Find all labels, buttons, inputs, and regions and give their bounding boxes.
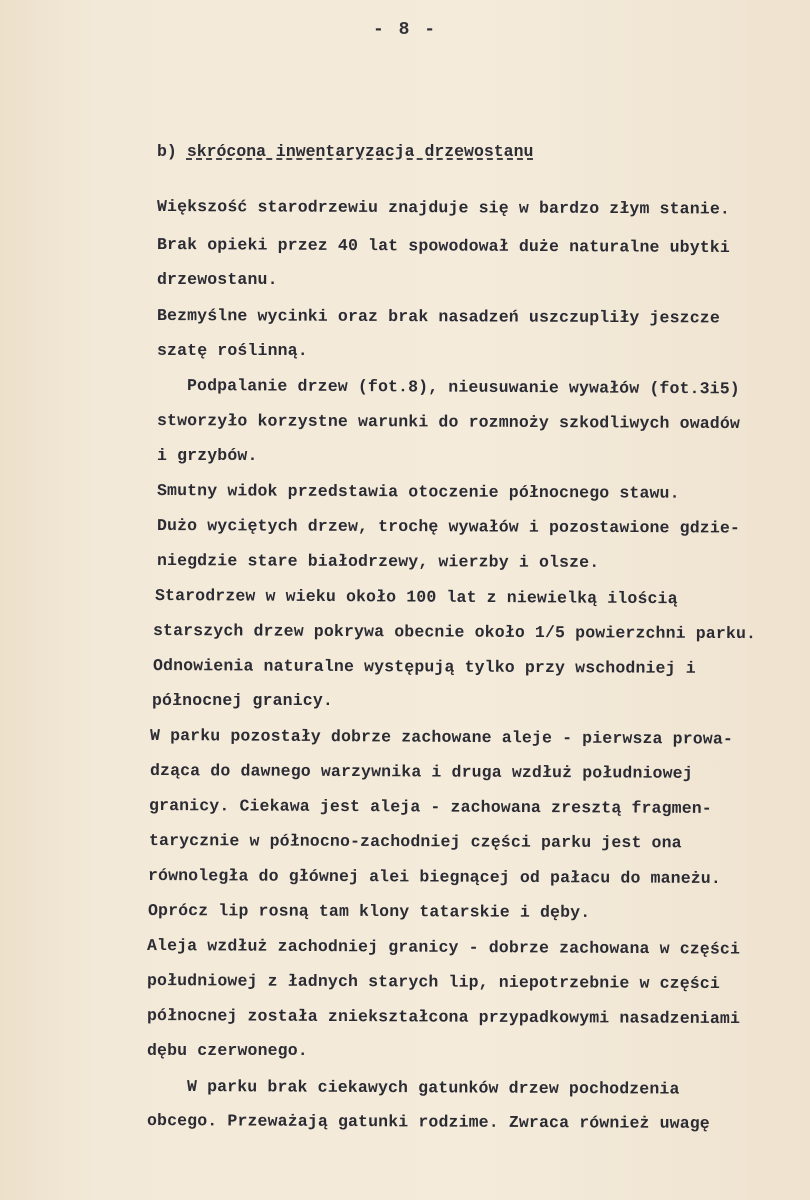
page-number: - 8 - <box>372 20 437 40</box>
text-line: Dużo wyciętych drzew, trochę wywałów i pozostawione gdzie- <box>156 516 741 538</box>
text-line: Oprócz lip rosną tam klony tatarskie i dęby. <box>147 901 591 922</box>
text-line: W parku brak ciekawych gatunków drzew pochodzenia <box>186 1077 680 1099</box>
text-line: Smutny widok przedstawia otoczenie północnego stawu. <box>156 481 680 503</box>
text-line: stworzyło korzystne warunki do rozmnoży szkodliwych owadów <box>156 411 741 434</box>
section-heading <box>157 142 533 161</box>
section-title: skrócona inwentaryzacja drzewostanu <box>186 142 534 161</box>
text-line: Większość starodrzewiu znajduje się w bardzo złym stanie. <box>156 197 730 219</box>
text-line: Odnowienia naturalne występują tylko przy wschodniej i <box>152 656 696 678</box>
text-line: granicy. Ciekawa jest aleja - zachowana zresztą fragmen- <box>148 796 712 818</box>
text-line: tarycznie w północno-zachodniej części parku jest ona <box>148 831 682 853</box>
text-line: równoległa do głównej alei biegnącej od pałacu do maneżu. <box>147 866 721 888</box>
text-line: starszych drzew pokrywa obecnie około 1/5 powierzchni parku. <box>152 621 757 644</box>
text-line: drzewostanu. <box>157 270 278 289</box>
text-line: Starodrzew w wieku około 100 lat z niewielką ilością <box>154 586 678 609</box>
section-label: b) <box>157 142 177 161</box>
text-line: Bezmyślne wycinki oraz brak nasadzeń uszczupliły jeszcze <box>156 306 720 328</box>
text-line: dębu czerwonego. <box>147 1041 308 1060</box>
text-line: północnej granicy. <box>152 691 333 710</box>
text-line: południowej z ładnych starych lip, niepotrzebnie w części <box>146 971 720 993</box>
text-line: północnej została zniekształcona przypadkowymi nasadzeniami <box>146 1006 741 1029</box>
text-line: Brak opieki przez 40 lat spowodował duże naturalne ubytki <box>156 235 730 257</box>
text-line: W parku pozostały dobrze zachowane aleje - pierwsza prowa- <box>149 726 734 749</box>
text-line: Podpalanie drzew (fot.8), nieusuwanie wywałów (fot.3i5) <box>186 376 740 399</box>
text-line: i grzybów. <box>157 446 258 465</box>
text-line: dząca do dawnego warzywnika i druga wzdłuż południowej <box>149 761 693 783</box>
text-line: niegdzie stare białodrzewy, wierzby i olsze. <box>156 551 600 572</box>
text-line: szatę roślinną. <box>157 341 308 360</box>
text-line: Aleja wzdłuż zachodniej granicy - dobrze zachowana w części <box>146 936 741 959</box>
text-line: obcego. Przeważają gatunki rodzime. Zwraca również uwagę <box>146 1111 710 1133</box>
